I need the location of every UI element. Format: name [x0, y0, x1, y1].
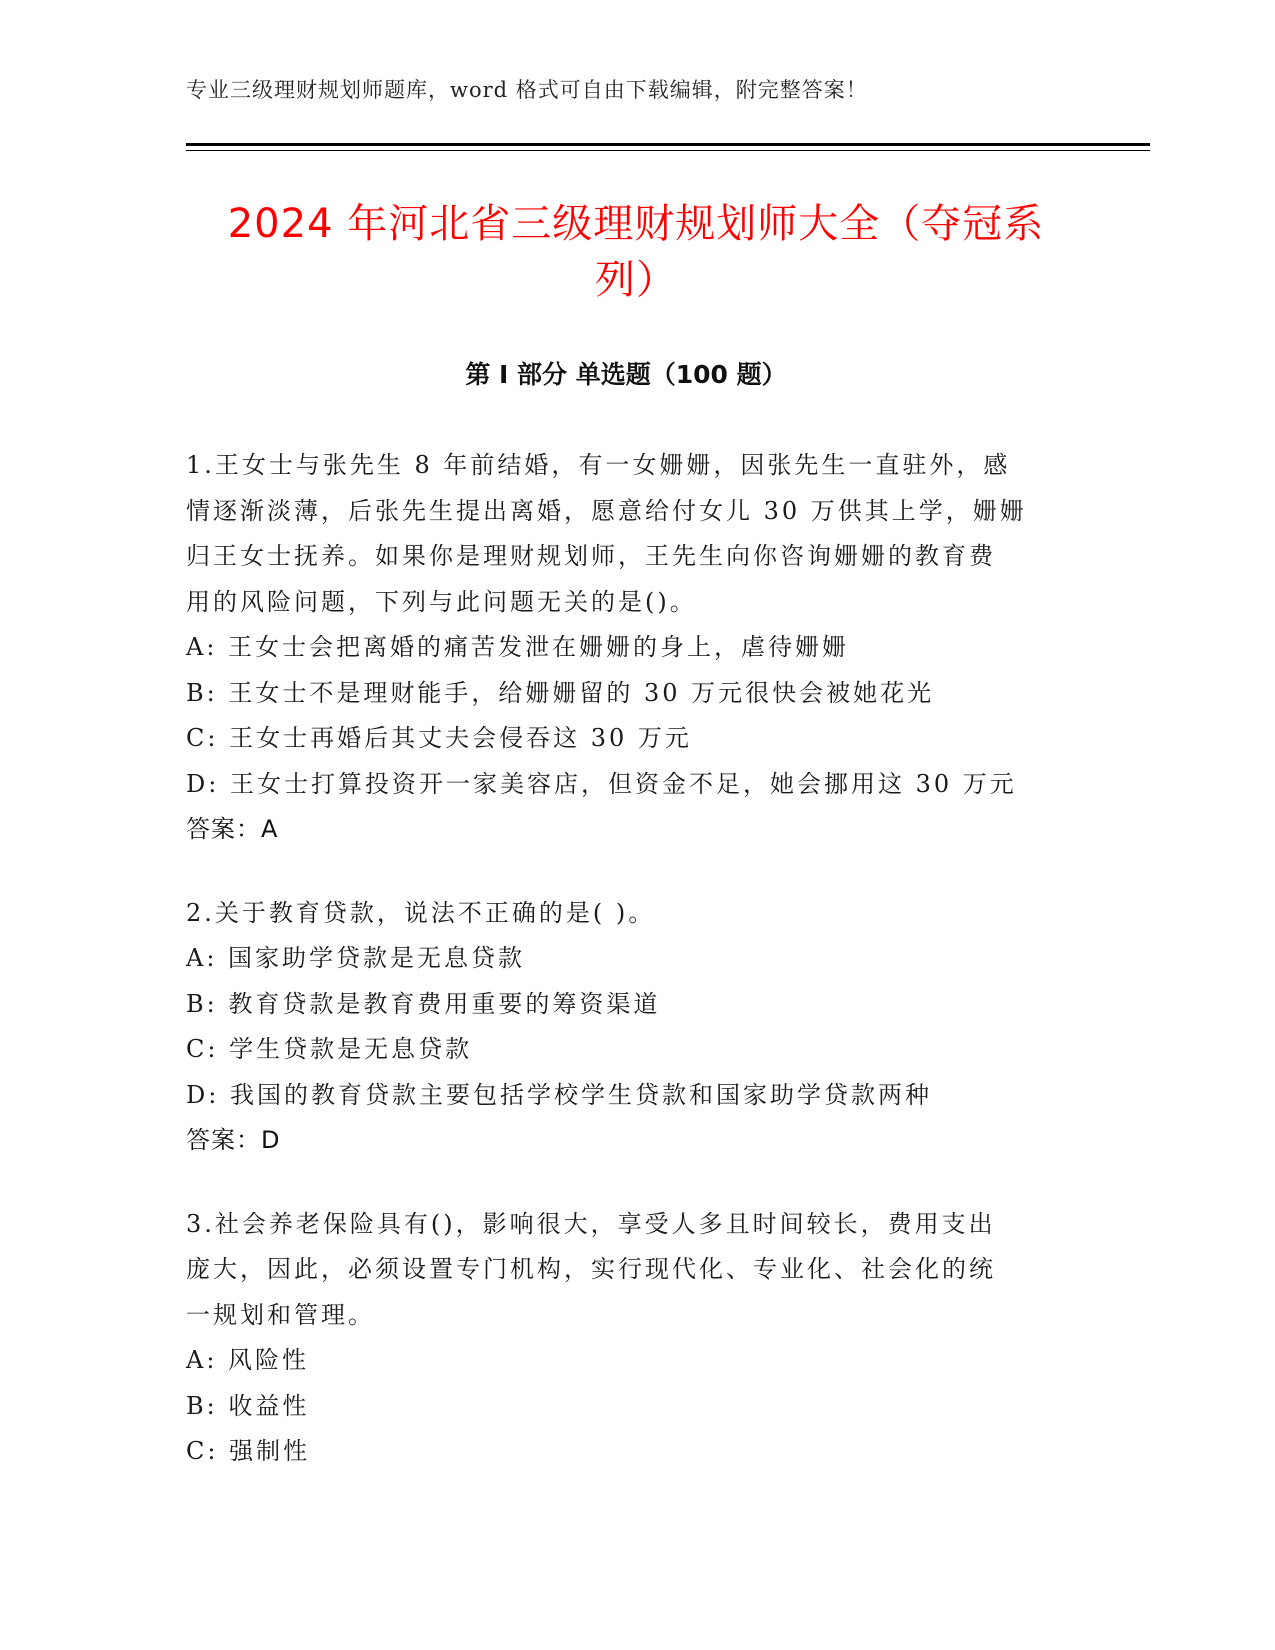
question-stem-line: 用的风险问题，下列与此问题无关的是()。: [186, 587, 697, 616]
header-divider-thick: [186, 143, 1150, 146]
question-stem-line: 情逐渐淡薄，后张先生提出离婚，愿意给付女儿 30 万供其上学，姗姗: [186, 496, 1027, 525]
question-1: [186, 443, 1086, 853]
question-stem-line: 2.关于教育贷款，说法不正确的是( )。: [186, 898, 656, 927]
question-stem-line: 一规划和管理。: [186, 1300, 375, 1329]
question-stem-line: 归王女士抚养。如果你是理财规划师，王先生向你咨询姗姗的教育费: [186, 542, 996, 570]
answer: 答案：D: [186, 1126, 281, 1154]
section-heading: 第 I 部分 单选题（100 题）: [465, 360, 787, 389]
option-d: D: 王女士打算投资开一家美容店，但资金不足，她会挪用这 30 万元: [186, 769, 1017, 798]
option-b: B: 收益性: [186, 1391, 310, 1420]
option-a: A: 王女士会把离婚的痛苦发泄在姗姗的身上，虐待姗姗: [186, 633, 850, 661]
document-title-line-1: 2024 年河北省三级理财规划师大全（夺冠系: [227, 201, 1045, 247]
option-b: B: 王女士不是理财能手，给姗姗留的 30 万元很快会被她花光: [186, 678, 935, 707]
answer: 答案：A: [186, 815, 279, 843]
question-stem-line: 3.社会养老保险具有()，影响很大，享受人多且时间较长，费用支出: [186, 1209, 996, 1238]
header-note: 专业三级理财规划师题库，word 格式可自由下载编辑，附完整答案！: [186, 78, 868, 102]
option-c: C: 学生贷款是无息贷款: [186, 1035, 473, 1063]
option-c: C: 强制性: [186, 1437, 311, 1465]
option-d: D: 我国的教育贷款主要包括学校学生贷款和国家助学贷款两种: [186, 1080, 932, 1109]
question-list: [186, 443, 1086, 1513]
header-divider-thin: [186, 150, 1150, 151]
option-b: B: 教育贷款是教育费用重要的筹资渠道: [186, 989, 661, 1018]
option-a: A: 国家助学贷款是无息贷款: [186, 944, 526, 972]
question-stem-line: 庞大，因此，必须设置专门机构，实行现代化、专业化、社会化的统: [186, 1255, 996, 1283]
document-title-line-2: 列）: [595, 257, 677, 303]
question-stem-line: 1.王女士与张先生 8 年前结婚，有一女姗姗，因张先生一直驻外，感: [186, 451, 1011, 479]
option-a: A: 风险性: [186, 1346, 310, 1374]
question-2: [186, 891, 1086, 1164]
question-3: [186, 1202, 1086, 1475]
document-title: [186, 196, 1086, 308]
option-c: C: 王女士再婚后其丈夫会侵吞这 30 万元: [186, 724, 692, 752]
